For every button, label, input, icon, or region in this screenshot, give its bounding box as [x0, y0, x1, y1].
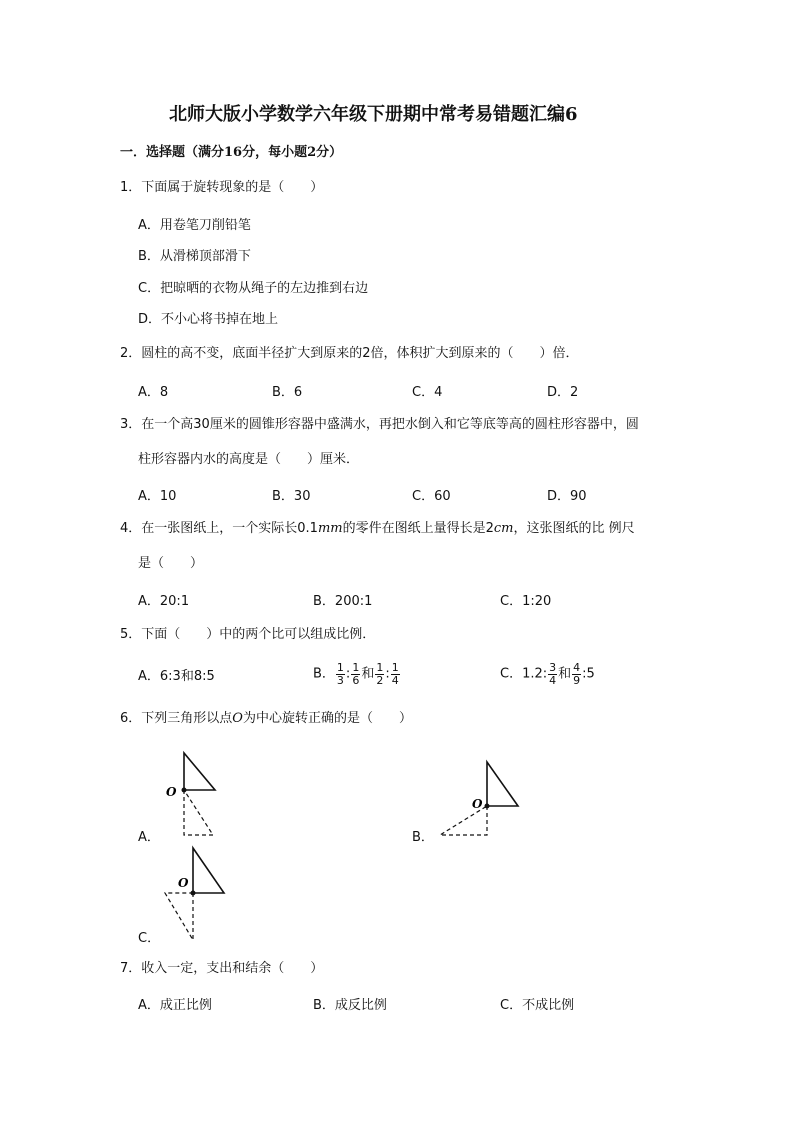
fraction-denominator: 9: [573, 673, 581, 687]
fraction-numerator: 1: [352, 661, 360, 674]
question-7-stem: 7．收入一定，支出和结余（ ）: [120, 961, 324, 976]
fraction-denominator: 6: [352, 673, 360, 687]
rotated-triangle: [184, 790, 213, 835]
fraction: [391, 662, 400, 686]
option-b-prefix: B．: [313, 666, 335, 682]
question-3-option-b: B．30: [272, 489, 311, 504]
fraction-denominator: 4: [391, 673, 399, 687]
unit-mm: mm: [317, 521, 343, 536]
question-4-text-a: 4．在一张图纸上，一个实际长0.1: [120, 521, 318, 536]
question-4-option-a: A．20:1: [138, 594, 190, 609]
unit-cm: cm: [493, 521, 514, 536]
question-1-option-b: B．从滑梯顶部滑下: [138, 249, 251, 264]
question-6-option-b: B．: [412, 830, 434, 845]
question-2-option-c: C．4: [412, 385, 443, 400]
figure-a: [160, 750, 250, 845]
fraction-denominator: 3: [336, 673, 344, 687]
point-variable: O: [232, 711, 243, 726]
question-1-stem: 1．下面属于旋转现象的是（ ）: [120, 180, 324, 195]
ratio-colon: :: [385, 666, 390, 682]
question-4-stem-line1: [120, 522, 635, 535]
question-4-option-b: B．200:1: [313, 594, 373, 609]
question-3-option-c: C．60: [412, 489, 451, 504]
question-5-stem: 5．下面（ ）中的两个比可以组成比例．: [120, 627, 376, 642]
fraction-denominator: 2: [376, 673, 384, 687]
original-triangle: [184, 753, 215, 790]
question-3-option-a: A．10: [138, 489, 177, 504]
figure-b: [430, 755, 530, 840]
question-1-option-a: A．用卷笔刀削铅笔: [138, 218, 251, 233]
question-5-option-b: [313, 662, 401, 686]
fraction: [548, 662, 557, 686]
ratio-tail: :5: [582, 666, 595, 682]
point-label: O: [472, 797, 483, 811]
question-2-stem: 2．圆柱的高不变，底面半径扩大到原来的2倍，体积扩大到原来的（ ）倍．: [120, 346, 579, 361]
question-3-option-d: D．90: [547, 489, 587, 504]
question-5-option-c: [500, 662, 595, 686]
question-3-stem-line2: 柱形容器内水的高度是（ ）厘米．: [138, 452, 360, 467]
question-2-option-a: A．8: [138, 385, 169, 400]
figure-c: [160, 843, 235, 945]
original-triangle: [487, 762, 518, 806]
question-6-text-b: 为中心旋转正确的是（ ）: [242, 711, 412, 726]
question-6-text-a: 6．下列三角形以点: [120, 711, 233, 726]
section-heading: 一．选择题（满分16分，每小题2分）: [120, 145, 343, 160]
fraction: [572, 662, 581, 686]
center-point: [191, 891, 196, 896]
question-7-option-c: C．不成比例: [500, 998, 575, 1013]
and-word: 和: [361, 666, 375, 682]
point-label: O: [178, 876, 189, 890]
question-1-option-d: D．不小心将书掉在地上: [138, 312, 279, 327]
point-label: O: [166, 785, 177, 799]
fraction-numerator: 1: [391, 661, 399, 674]
center-point: [485, 804, 490, 809]
question-1-option-c: C．把晾晒的衣物从绳子的左边推到右边: [138, 281, 369, 296]
question-6-stem: [120, 712, 412, 725]
question-2-option-b: B．6: [272, 385, 303, 400]
question-4-text-c: ，这张图纸的比 例尺: [513, 521, 635, 536]
question-7-option-b: B．成反比例: [313, 998, 387, 1013]
question-4-text-b: 的零件在图纸上量得长是2: [342, 521, 494, 536]
fraction: [336, 662, 345, 686]
fraction: [351, 662, 360, 686]
question-2-option-d: D．2: [547, 385, 579, 400]
question-4-option-c: C．1:20: [500, 594, 552, 609]
fraction: [375, 662, 384, 686]
fraction-numerator: 1: [336, 661, 344, 674]
fraction-numerator: 1: [376, 661, 384, 674]
original-triangle: [193, 848, 224, 893]
fraction-denominator: 4: [549, 673, 557, 687]
fraction-numerator: 3: [549, 661, 557, 674]
option-c-prefix: C．1.2:: [500, 666, 548, 682]
question-5-option-a: A．6:3和8:5: [138, 669, 215, 684]
and-word: 和: [558, 666, 572, 682]
question-7-option-a: A．成正比例: [138, 998, 212, 1013]
question-4-stem-line2: 是（ ）: [138, 556, 204, 571]
page-title: 北师大版小学数学六年级下册期中常考易错题汇编6: [169, 104, 578, 125]
question-3-stem-line1: 3．在一个高30厘米的圆锥形容器中盛满水，再把水倒入和它等底等高的圆柱形容器中，圆: [120, 417, 639, 432]
question-6-option-c: C．: [138, 931, 161, 946]
fraction-numerator: 4: [573, 661, 581, 674]
rotated-triangle: [165, 893, 193, 940]
center-point: [182, 788, 187, 793]
question-6-option-a: A．: [138, 830, 160, 845]
ratio-colon: :: [345, 666, 351, 682]
